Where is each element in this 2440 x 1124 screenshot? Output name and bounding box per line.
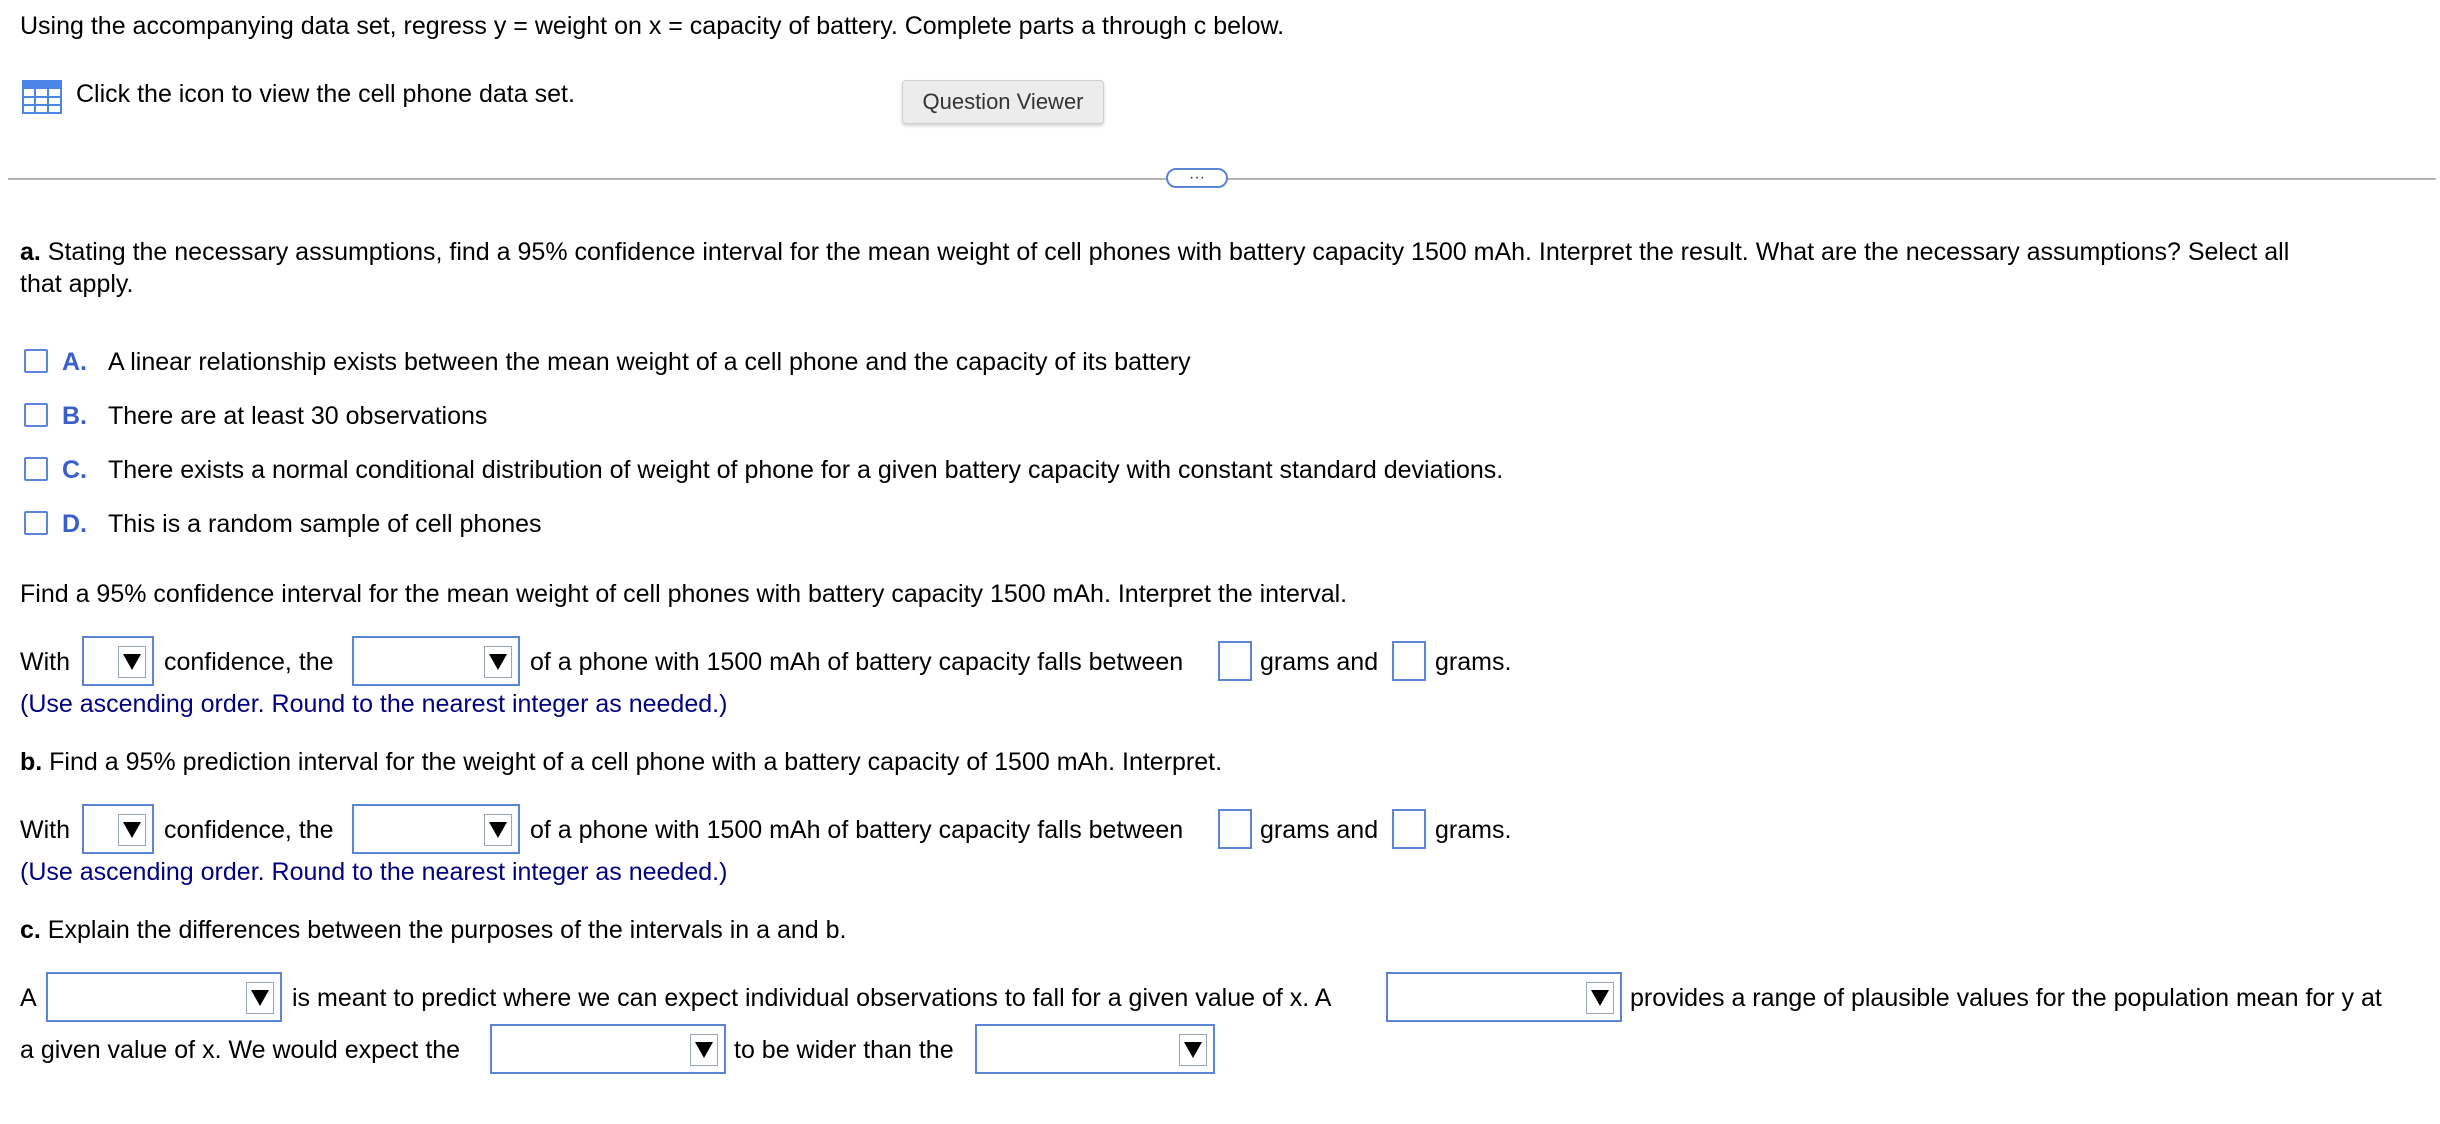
part-a-of-phone-text: of a phone with 1500 mAh of battery capacity falls between <box>530 648 1184 676</box>
part-b-label: b. <box>20 748 43 776</box>
part-a-label: a. <box>20 238 41 266</box>
part-c-line2-b: to be wider than the <box>734 1036 954 1064</box>
option-a-text[interactable]: A linear relationship exists between the mean weight of a cell phone and the capacity of its battery <box>108 348 1191 376</box>
part-c-line1-b: is meant to predict where we can expect individual observations to fall for a given value of x. A <box>292 984 1332 1012</box>
part-b-upper-bound-input[interactable] <box>1392 809 1426 849</box>
option-c-letter: C. <box>62 456 87 484</box>
instruction-text: Using the accompanying data set, regress y = weight on x = capacity of battery. Complete parts a through c below. <box>20 12 1285 40</box>
part-c-line1-a: A <box>20 984 37 1012</box>
chevron-down-icon <box>1586 982 1614 1014</box>
option-d-checkbox[interactable] <box>24 511 48 535</box>
chevron-down-icon <box>690 1034 718 1066</box>
option-b-text[interactable]: There are at least 30 observations <box>108 402 488 430</box>
part-c-label: c. <box>20 916 41 944</box>
part-b-grams-text: grams. <box>1435 816 1512 844</box>
part-a-hint: (Use ascending order. Round to the nearest integer as needed.) <box>20 690 728 718</box>
option-c-checkbox[interactable] <box>24 457 48 481</box>
part-b-with-text: With <box>20 816 70 844</box>
part-a-lower-bound-input[interactable] <box>1218 641 1252 681</box>
expand-ellipsis-button[interactable]: ··· <box>1166 168 1228 188</box>
data-set-link[interactable]: Click the icon to view the cell phone data set. <box>76 80 575 108</box>
chevron-down-icon <box>484 814 512 846</box>
part-b-question-text: Find a 95% prediction interval for the weight of a cell phone with a battery capacity of 1500 mAh. Interpret. <box>42 748 1223 776</box>
part-b-of-phone-text: of a phone with 1500 mAh of battery capacity falls between <box>530 816 1184 844</box>
part-c-interval-dropdown-4[interactable] <box>975 1024 1215 1074</box>
part-a-grams-and-text: grams and <box>1260 648 1379 676</box>
option-b-checkbox[interactable] <box>24 403 48 427</box>
part-a-question-text: Stating the necessary assumptions, find a 95% confidence interval for the mean weight of cell phones with battery capacity 1500 mAh. Interpret the result. What are the necessary assumptions? Select all <box>40 238 2290 266</box>
part-c-line1-c: provides a range of plausible values for the population mean for y at <box>1630 984 2382 1012</box>
part-a-upper-bound-input[interactable] <box>1392 641 1426 681</box>
option-b-letter: B. <box>62 402 87 430</box>
chevron-down-icon <box>118 814 146 846</box>
option-a-letter: A. <box>62 348 87 376</box>
part-c-question <box>20 916 846 945</box>
part-b-lower-bound-input[interactable] <box>1218 809 1252 849</box>
part-a-question-line1 <box>20 238 2289 267</box>
part-a-find-text: Find a 95% confidence interval for the mean weight of cell phones with battery capacity 1500 mAh. Interpret the interval. <box>20 580 1348 608</box>
part-b-confidence-text: confidence, the <box>164 816 334 844</box>
part-a-confidence-text: confidence, the <box>164 648 334 676</box>
question-viewer-button[interactable]: Question Viewer <box>902 80 1104 124</box>
option-c-text[interactable]: There exists a normal conditional distribution of weight of phone for a given battery capacity with constant standard deviations. <box>108 456 1504 484</box>
option-d-letter: D. <box>62 510 87 538</box>
part-b-confidence-dropdown[interactable] <box>82 804 154 854</box>
part-b-grams-and-text: grams and <box>1260 816 1379 844</box>
part-a-quantity-dropdown[interactable] <box>352 636 520 686</box>
part-b-hint: (Use ascending order. Round to the nearest integer as needed.) <box>20 858 728 886</box>
part-c-interval-dropdown-2[interactable] <box>1386 972 1622 1022</box>
chevron-down-icon <box>484 646 512 678</box>
part-a-confidence-dropdown[interactable] <box>82 636 154 686</box>
part-a-with-text: With <box>20 648 70 676</box>
part-c-line2-a: a given value of x. We would expect the <box>20 1036 461 1064</box>
chevron-down-icon <box>246 982 274 1014</box>
option-d-text[interactable]: This is a random sample of cell phones <box>108 510 542 538</box>
part-c-question-text: Explain the differences between the purposes of the intervals in a and b. <box>40 916 847 944</box>
part-c-interval-dropdown-1[interactable] <box>46 972 282 1022</box>
part-a-grams-text: grams. <box>1435 648 1512 676</box>
part-a-question-line2: that apply. <box>20 270 134 298</box>
data-table-icon[interactable] <box>22 80 62 114</box>
option-a-checkbox[interactable] <box>24 349 48 373</box>
part-b-quantity-dropdown[interactable] <box>352 804 520 854</box>
part-c-interval-dropdown-3[interactable] <box>490 1024 726 1074</box>
part-b-question <box>20 748 1222 777</box>
chevron-down-icon <box>1179 1034 1207 1066</box>
chevron-down-icon <box>118 646 146 678</box>
